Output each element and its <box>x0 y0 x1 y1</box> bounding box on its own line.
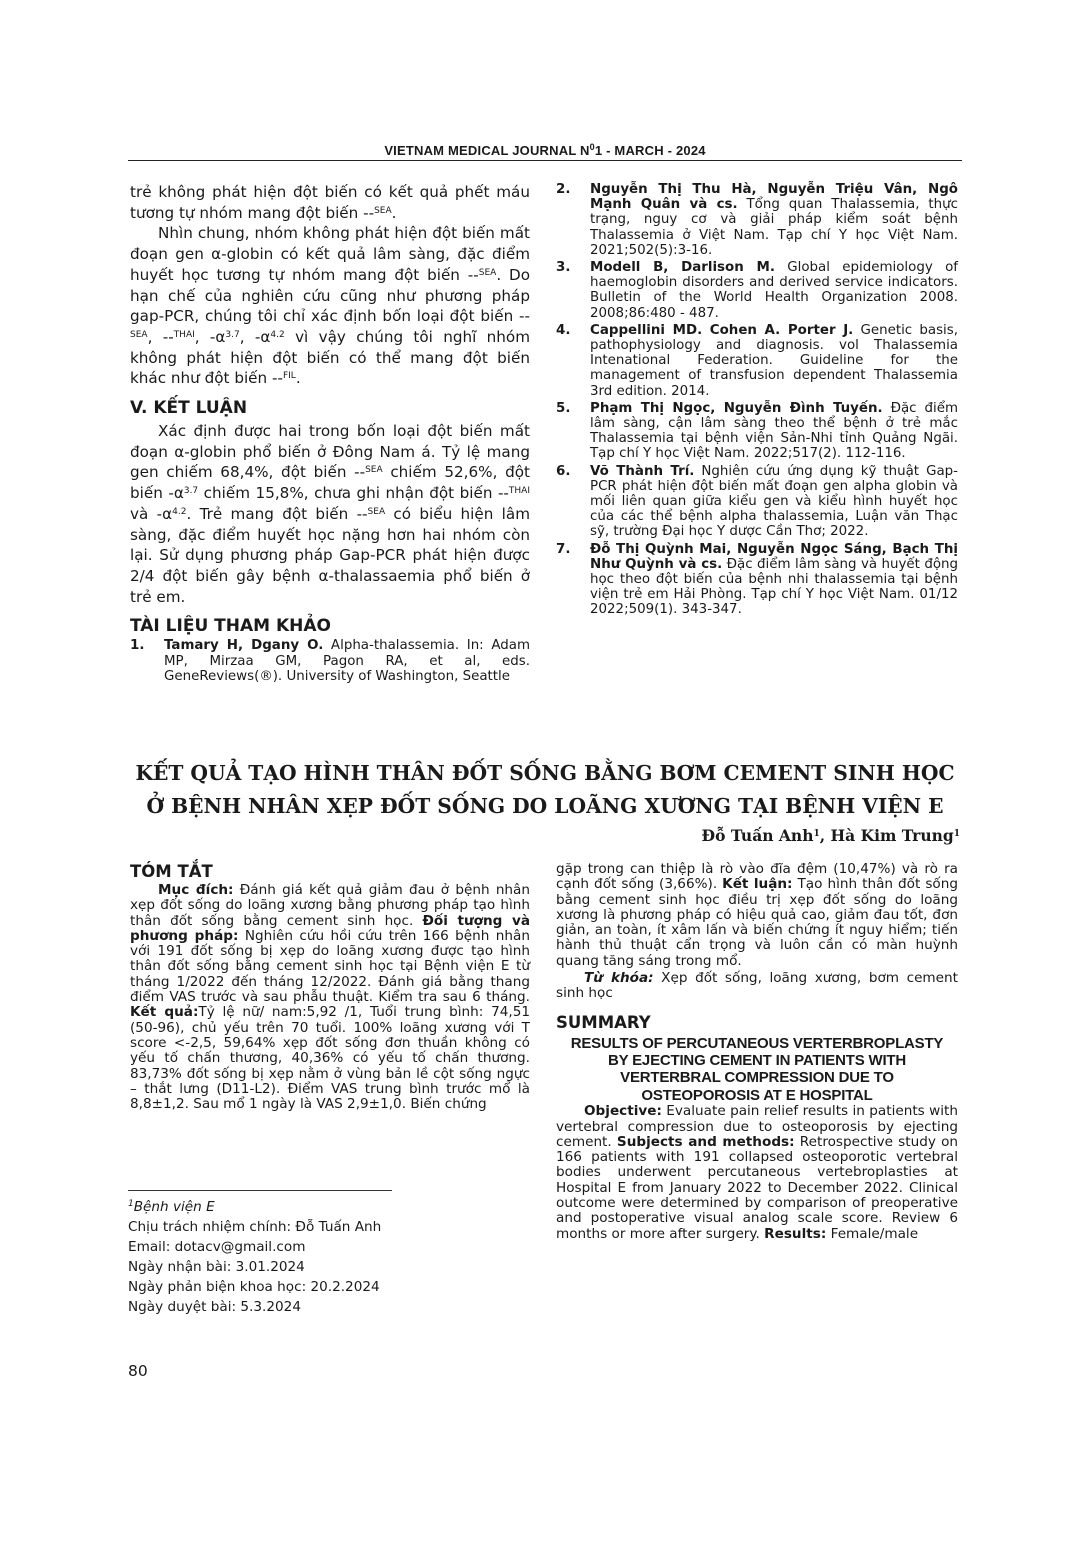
section-heading-conclusion: V. KẾT LUẬN <box>130 398 248 419</box>
header-rule <box>128 160 962 161</box>
footnote-email: Email: dotacv@gmail.com <box>128 1239 306 1255</box>
reference-item: 3. Modell B, Darlison M. Global epidemiology of haemoglobin disorders and derived service indicators. Bulletin of the World Health Organization 2008. 2008;86:480 - 487. <box>556 260 958 321</box>
left-column-top <box>130 182 530 684</box>
reference-item: 1. Tamary H, Dgany O. Alpha-thalassemia. In: Adam MP, Mirzaa GM, Pagon RA, et al, eds. GeneReviews(®). University of Washington, Seattle <box>130 638 530 684</box>
article-title <box>120 757 970 823</box>
summary-heading: SUMMARY <box>556 1012 651 1032</box>
reference-item: 6. Võ Thành Trí. Nghiên cứu ứng dụng kỹ thuật Gap-PCR phát hiện đột biến mất đoạn gen alpha globin và mối liên quan giữa kiểu gen và kiểu hình huyết học của các thể bệnh alpha thalassemia, Luận văn Thạc sỹ, trường Đại học Y dược Cần Thơ; 2022. <box>556 463 958 540</box>
footnote-received: Ngày nhận bài: 3.01.2024 <box>128 1259 305 1275</box>
paragraph: Nhìn chung, nhóm không phát hiện đột biến mất đoạn gen α-globin có kết quả lâm sàng, đặc điểm huyết học tương tự nhóm mang đột biến --$^{SEA}$. Do hạn chế của nghiên cứu cũng như phương pháp gap-PCR, chúng tôi chỉ xác định bốn loại đột biến --$^{SEA}$, --$^{THAI}$, $-\alpha^{3.7}$, $-\alpha^{4.2}$ vì vậy chúng tôi nghĩ nhóm không phát hiện đột biến có thể mang đột biến khác như đột biến --$^{FIL}$. <box>130 224 530 388</box>
footnote-accepted: Ngày duyệt bài: 5.3.2024 <box>128 1299 301 1315</box>
journal-header: VIETNAM MEDICAL JOURNAL $N^01$ - MARCH - 2024 <box>384 142 706 158</box>
summary-body: Objective: Evaluate pain relief results in patients with vertebral compression due to osteoporosis by ejecting cement. Subjects and methods: Retrospective study on 166 patients with 191 collapsed osteoporotic vertebral bodies underwent percutaneous vertebroplasties at Hospital E from January 2022 to December 2022. Clinical outcome were determined by comparison of preoperative and postoperative visual analog scale score. Review 6 months or more after surgery. Results: Female/male <box>556 1103 959 1242</box>
article-authors: Đỗ Tuấn Anh$^1$, Hà Kim Trung$^1$ <box>701 826 960 845</box>
footnote-reviewed: Ngày phản biện khoa học: 20.2.2024 <box>128 1279 380 1295</box>
footnote-rule <box>128 1190 392 1191</box>
abstract-continued: gặp trong can thiệp là rò vào đĩa đệm (10,47%) và rò ra cạnh đốt sống (3,66%). Kết luận: Tạo hình thân đốt sống bằng cement sinh học điều trị xẹp đốt sống do loãng xương là phương pháp có hiệu quả cao, giảm đau tốt, đơn giản, an toàn, ít xâm lấn và biến chứng ít nguy hiểm; tiến hành thủ thuật cẩn trọng và luôn cần có màn huỳnh quang tăng sáng trong mổ. <box>556 861 958 969</box>
article-title-line1: KẾT QUẢ TẠO HÌNH THÂN ĐỐT SỐNG BẰNG BƠM CEMENT SINH HỌC <box>135 761 955 785</box>
paragraph: Xác định được hai trong bốn loại đột biến mất đoạn α-globin phổ biến ở Đông Nam á. Tỷ lệ mang gen chiếm 68,4%, đột biến --$^{SEA}$ chiếm 52,6%, đột biến $-\alpha^{3.7}$ chiếm 15,8%, chưa ghi nhận đột biến --$^{THAI}$ và $-\alpha^{4.2}$. Trẻ mang đột biến --$^{SEA}$ có biểu hiện lâm sàng, đặc điểm huyết học nặng hơn hai nhóm còn lại. Sử dụng phương pháp Gap-PCR phát hiện được 2/4 đột biến gây bệnh α-thalassaemia phổ biến ở trẻ em. <box>130 422 530 606</box>
abstract-vi-right <box>556 862 958 1242</box>
abstract-vi-left <box>130 862 530 1112</box>
reference-item: 4. Cappellini MD. Cohen A. Porter J. Genetic basis, pathophysiology and diagnosis. vol Thalassemia Intenational Federation. Guideline for the management of transfusion dependent Thalassemia 3rd edition. 2014. <box>556 322 958 399</box>
reference-item: 7. Đỗ Thị Quỳnh Mai, Nguyễn Ngọc Sáng, Bạch Thị Như Quỳnh và cs. Đặc điểm lâm sàng và huyết động học theo đột biến của bệnh nhi thalassemia tại bệnh viện trẻ em Hải Phòng. Tạp chí Y học Việt Nam. 01/12 2022;509(1). 343-347. <box>556 541 959 618</box>
footnote <box>128 1197 428 1317</box>
reference-list-right <box>556 182 958 620</box>
footnote-affiliation: $^1$Bệnh viện E <box>128 1199 215 1215</box>
section-heading-references: TÀI LIỆU THAM KHẢO <box>130 616 331 637</box>
article-title-line2: Ở BỆNH NHÂN XẸP ĐỐT SỐNG DO LOÃNG XƯƠNG TẠI BỆNH VIỆN E <box>146 794 944 818</box>
abstract-heading: TÓM TẮT <box>130 862 213 881</box>
reference-list-left <box>130 638 530 684</box>
keywords: Từ khóa: Xẹp đốt sống, loãng xương, bơm cement sinh học <box>556 970 958 1002</box>
footnote-responsible: Chịu trách nhiệm chính: Đỗ Tuấn Anh <box>128 1219 382 1235</box>
summary-title: RESULTS OF PERCUTANEOUS VERTERBROPLASTY BY EJECTING CEMENT IN PATIENTS WITH VERTERBRAL COMPRESSION DUE TO OSTEOPOROSIS AT E HOSPITAL <box>570 1034 944 1104</box>
paragraph: trẻ không phát hiện đột biến có kết quả phết máu tương tự nhóm mang đột biến --$^{SEA}$. <box>130 183 530 222</box>
page-number: 80 <box>128 1362 148 1380</box>
abstract-body: Mục đích: Đánh giá kết quả giảm đau ở bệnh nhân xẹp đốt sống do loãng xương bằng phương pháp tạo hình thân đốt sống bằng cement sinh học. Đối tượng và phương pháp: Nghiên cứu hồi cứu trên 166 bệnh nhân với 191 đốt sống bị xẹp do loãng xương được tạo hình thân đốt sống bằng cement sinh học tại Bệnh viện E từ tháng 1/2022 đến tháng 12/2022. Đánh giá bằng thang điểm VAS trước và sau phẫu thuật. Kiểm tra sau 6 tháng. Kết quả:Tỷ lệ nữ/ nam:5,92 /1, Tuổi trung bình: 74,51 (50-96), chủ yếu trên 70 tuổi. 100% loãng xương với T score <-2,5, 59,64% xẹp đốt sống đơn thuần không có yếu tố chấn thương, 40,36% có yếu tố chấn thương. 83,73% đốt sống bị xẹp nằm ở vùng bản lề cột sống ngực – thắt lưng (D11-L2). Điểm VAS trung bình trước mổ là 8,8±1,2. Sau mổ 1 ngày là VAS 2,9±1,0. Biến chứng <box>130 882 531 1113</box>
reference-item: 2. Nguyễn Thị Thu Hà, Nguyễn Triệu Vân, Ngô Mạnh Quân và cs. Tổng quan Thalassemia, thực trạng, nguy cơ và giải pháp kiểm soát bệnh Thalassemia ở Việt Nam. Tạp chí Y học Việt Nam. 2021;502(5):3-16. <box>556 182 958 258</box>
reference-item: 5. Phạm Thị Ngọc, Nguyễn Đình Tuyến. Đặc điểm lâm sàng, cận lâm sàng theo thể bệnh ở trẻ mắc Thalassemia tại bệnh viện Sản-Nhi tỉnh Quảng Ngãi. Tạp chí Y học Việt Nam. 2022;517(2). 112-116. <box>556 400 958 462</box>
